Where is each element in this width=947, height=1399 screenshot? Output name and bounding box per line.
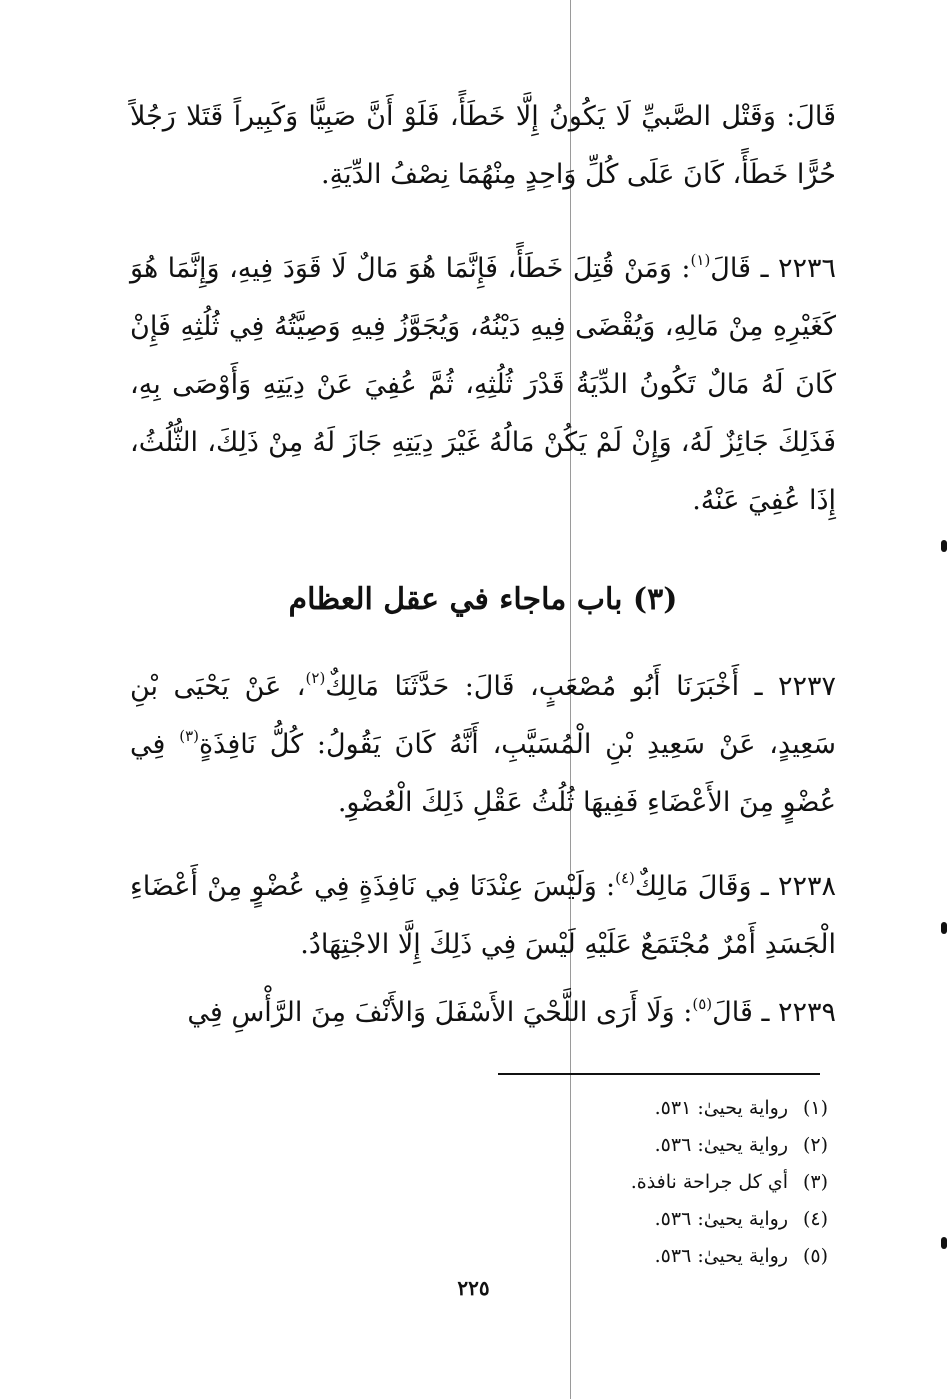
paragraph-lead: قَالَ — [712, 997, 753, 1028]
footnote-ref: (١) — [690, 251, 711, 269]
footnote-number: (٢) — [802, 1134, 828, 1156]
paragraph-text: : وَمَنْ قُتِلَ خَطَأً، فَإِنَّمَا هُوَ مَالٌ لَا قَوَدَ فِيهِ، وَإِنَّمَا هُوَ كَغَيْرِهِ مِنْ مَالِهِ، وَيُقْضَى فِيهِ دَيْنُهُ، وَيُجَوَّزُ فِيهِ وَصِيَّتُهُ فِي ثُلُثِهِ فَإِنْ كَانَ لَهُ مَالٌ تَكُونُ الدِّيَةُ قَدْرَ ثُلُثِهِ، ثُمَّ عُفِيَ عَنْ دِيَتِهِ وَأَوْصَى بِهِ، فَذَلِكَ جَائِزٌ لَهُ، وَإِنْ لَمْ يَكُنْ مَالُهُ غَيْرَ دِيَتِهِ جَازَ لَهُ مِنْ ذَلِكَ، الثُّلُثُ، إِذَا عُفِيَ عَنْهُ. — [130, 253, 836, 516]
paragraph-number: ٢٢٣٦ ـ — [760, 253, 836, 284]
footnote-ref: (٤) — [615, 869, 635, 887]
paragraph-number: ٢٢٣٩ ـ — [761, 997, 836, 1028]
intro-text: قَالَ: وَقَتْل الصَّبيِّ لَا يَكُونُ إِلَّا خَطَأً، فَلَوْ أَنَّ صَبِيًّا وَكَبِيراً قَتَلا رَجُلاً حُرًّا خَطَأً، كَانَ عَلَى كُلِّ وَاحِدٍ مِنْهُمَا نِصْفُ الدِّيَةِ. — [130, 101, 836, 190]
footnote-item — [430, 1090, 828, 1127]
footnote-text: رواية يحيىٰ: ٥٣٦. — [654, 1245, 788, 1267]
edge-mark — [941, 1237, 947, 1249]
footnote-item — [430, 1164, 828, 1201]
footnote-number: (١) — [802, 1097, 828, 1119]
footnote-text: رواية يحيىٰ: ٥٣٦. — [654, 1208, 788, 1230]
paragraph-number: ٢٢٣٧ ـ — [754, 671, 836, 702]
footnote-number: (٤) — [802, 1208, 828, 1230]
paragraph-2239-body — [130, 984, 836, 1042]
footnote-item — [430, 1201, 828, 1238]
footnote-item — [430, 1238, 828, 1275]
paragraph-2237-body — [130, 658, 836, 832]
paragraph-lead: وَقَالَ مَالِكٌ — [634, 871, 752, 902]
footnote-item — [430, 1127, 828, 1164]
paragraph-2237 — [130, 658, 836, 832]
footnote-text: أي كل جراحة نافذة. — [630, 1171, 788, 1193]
footnote-number: (٣) — [802, 1171, 828, 1193]
footnote-text: رواية يحيىٰ: ٥٣١. — [654, 1097, 788, 1119]
page-number: ٢٢٥ — [457, 1276, 490, 1300]
paragraph-text: أَخْبَرَنَا أَبُو مُصْعَبٍ، قَالَ: حَدَّثَنَا مَالِكٌ — [325, 671, 740, 702]
paragraph-2238-body — [130, 858, 836, 974]
paragraph-text: : وَلَا أَرَى اللَّحْيَ الأَسْفَلَ وَالأَنْفَ مِنَ الرَّأْسِ فِي — [187, 997, 693, 1028]
paragraph-lead: قَالَ — [710, 253, 752, 284]
footnote-text: رواية يحيىٰ: ٥٣٦. — [654, 1134, 788, 1156]
edge-mark — [941, 540, 947, 552]
footnote-divider — [498, 1073, 820, 1075]
intro-paragraph — [130, 88, 836, 204]
paragraph-2236-body — [130, 240, 836, 530]
footnote-ref: (٣) — [179, 727, 200, 745]
paragraph-2239 — [130, 984, 836, 1042]
footnote-ref: (٢) — [305, 669, 326, 687]
edge-mark — [941, 922, 947, 934]
paragraph-2236 — [130, 240, 836, 530]
chapter-heading: (٣) باب ماجاء في عقل العظام — [288, 582, 678, 617]
paragraph-text: ، عَنْ يَحْيَى بْنِ سَعِيدٍ، عَنْ سَعِيدِ بْنِ الْمُسَيَّبِ، أَنَّهُ كَانَ يَقُولُ: كُلُّ نَافِذَةٍ — [130, 671, 836, 760]
footnote-ref: (٥) — [692, 995, 713, 1013]
paragraph-text: فِي عُضْوٍ مِنَ الأَعْضَاءِ فَفِيهَا ثُلُثُ عَقْلِ ذَلِكَ الْعُضْوِ. — [130, 729, 836, 818]
paragraph-text: : وَلَيْسَ عِنْدَنَا فِي نَافِذَةٍ فِي عُضْوٍ مِنْ أَعْضَاءِ الْجَسَدِ أَمْرٌ مُجْتَمَعٌ عَلَيْهِ لَيْسَ فِي ذَلِكَ إِلَّا الاجْتِهَادُ. — [130, 871, 836, 960]
paragraph-number: ٢٢٣٨ ـ — [760, 871, 836, 902]
footnote-number: (٥) — [802, 1245, 828, 1267]
paragraph-2238 — [130, 858, 836, 974]
footnotes — [430, 1090, 828, 1275]
